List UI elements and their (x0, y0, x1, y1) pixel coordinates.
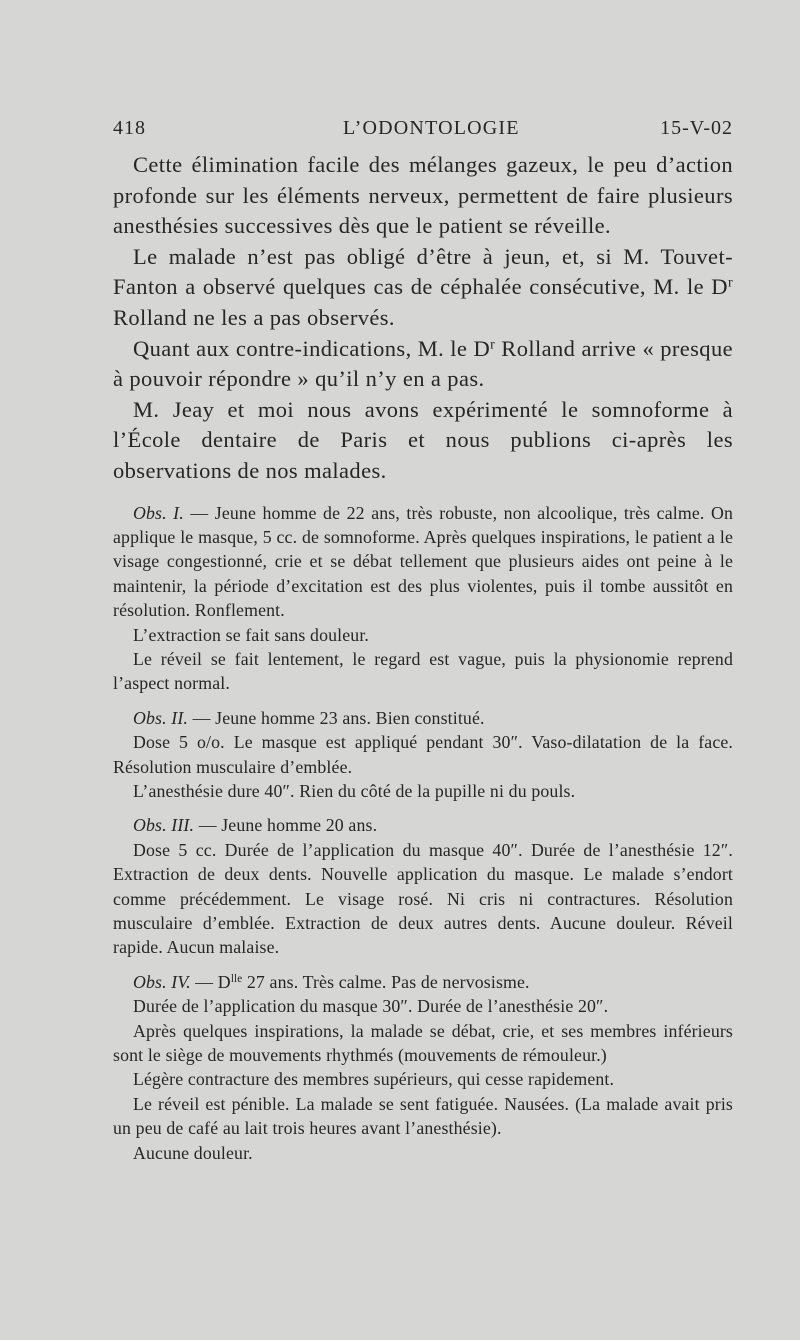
observation-label: Obs. IV. (133, 971, 191, 992)
intro-paragraph-1: Cette élimination facile des mélanges gazeux, le peu d’action profonde sur les éléments nerveux, permettent de faire plusieurs anesthésies successives dès que le patient se réveille. (113, 152, 733, 239)
page-body (113, 150, 733, 1165)
intro-section (113, 150, 733, 487)
observations (113, 501, 733, 1166)
observation-label: Obs. III. (133, 815, 195, 836)
observation-1: Obs. I. — Jeune homme de 22 ans, très robuste, non alcoolique, très calme. On applique le masque, 5 cc. de somnoforme. Après quelques inspirations, le patient a le visage congestionné, crie et se débat tellement que plusieurs aides ont peine à le maintenir, la période d’excitation est des plus violentes, puis il tombe aussitôt en résolution. Ronflement. L’extraction se fait sans douleur. Le réveil se fait lentement, le regard est vague, puis la physionomie reprend l’aspect normal. (113, 502, 733, 694)
issue-date: 15-V-02 (660, 117, 733, 139)
page-number: 418 (113, 117, 146, 139)
observation-3: Obs. III. — Jeune homme 20 ans. Dose 5 cc. Durée de l’application du masque 40″. Durée de l’anesthésie 12″. Extraction de deux dents. Nouvelle application du masque. Le malade s’endort comme précédemment. Le visage rosé. Ni cris ni contractures. Résolution musculaire d’emblée. Extraction de deux autres dents. Aucune douleur. Réveil rapide. Aucun malaise. (113, 815, 733, 958)
intro-paragraph-4: M. Jeay et moi nous avons expérimenté le somnoforme à l’École dentaire de Paris et nous publions ci-après les observations de nos malades. (113, 396, 733, 483)
journal-title: L’ODONTOLOGIE (343, 117, 520, 139)
observation-label: Obs. I. (133, 502, 184, 523)
observation-2: Obs. II. — Jeune homme 23 ans. Bien constitué. Dose 5 o/o. Le masque est appliqué pendant 30″. Vaso-dilatation de la face. Résolution musculaire d’emblée. L’anesthésie dure 40″. Rien du côté de la pupille ni du pouls. (113, 707, 733, 801)
observation-4: Obs. IV. — $D^{lle}$ 27 ans. Très calme. Pas de nervosisme. Durée de l’application du masque 30″. Durée de l’anesthésie 20″. Après quelques inspirations, la malade se débat, crie, et ses membres inférieurs sont le siège de mouvements rhythmés (mouvements de rémouleur.) Légère contracture des membres supérieurs, qui cesse rapidement. Le réveil est pénible. La malade se sent fatiguée. Nausées. (La malade avait pris un peu de café au lait trois heures avant l’anesthésie). Aucune douleur. (113, 971, 733, 1163)
intro-paragraph-3: Quant aux contre-indications, M. le $D^r$ Rolland arrive « presque à pouvoir répondre » qu’il n’y en a pas. (113, 335, 733, 392)
intro-paragraph-2: Le malade n’est pas obligé d’être à jeun, et, si M. Touvet-Fanton a observé quelques cas de céphalée consécutive, M. le $D^r$ Rolland ne les a pas observés. (113, 243, 733, 330)
observation-label: Obs. II. (133, 707, 189, 728)
